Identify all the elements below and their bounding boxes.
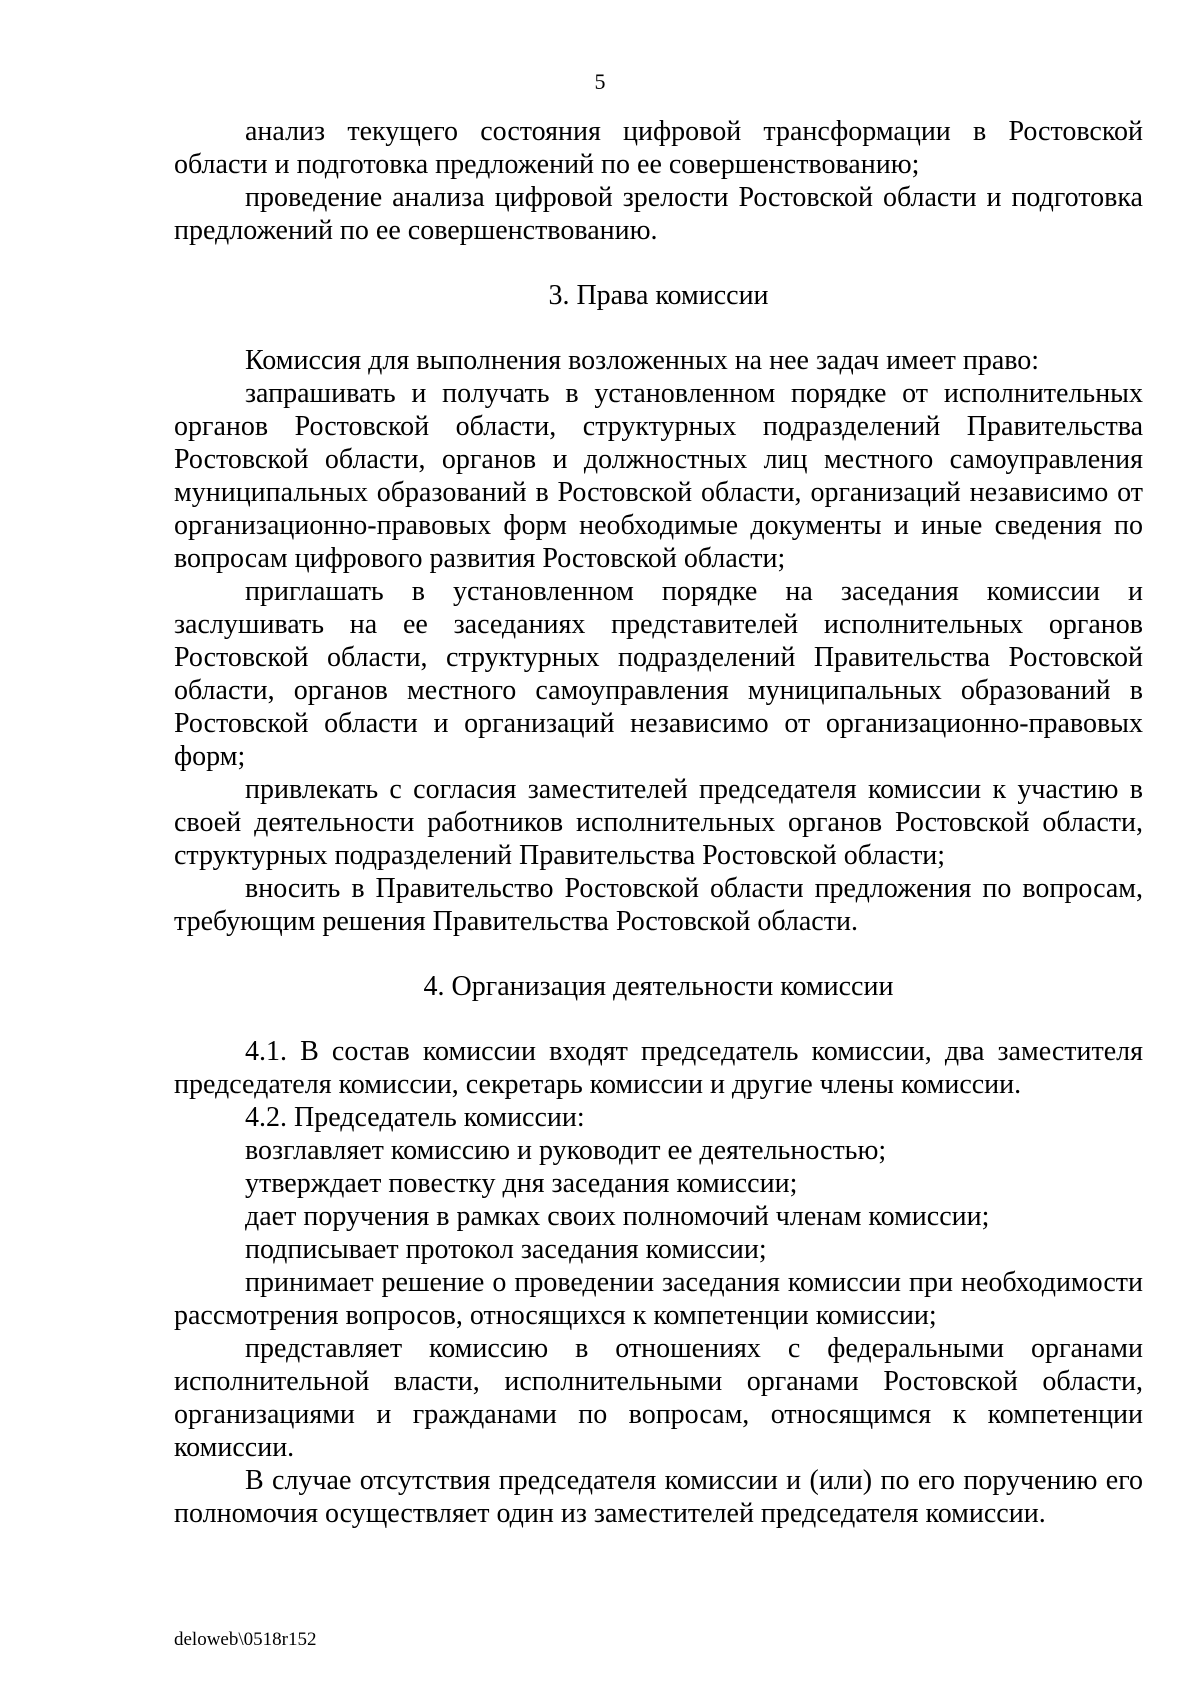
- paragraph: подписывает протокол заседания комиссии;: [245, 1234, 767, 1265]
- paragraph: дает поручения в рамках своих полномочий членам комиссии;: [245, 1201, 990, 1232]
- section-4-heading: 4. Организация деятельности комиссии: [423, 971, 894, 1002]
- paragraph: В случае отсутствия председателя комиссии и (или) по его поручению его полномочия осуществляет один из заместителей председателя комиссии.: [174, 1465, 1143, 1529]
- document-footer-id: deloweb\0518r152: [174, 1629, 317, 1650]
- paragraph: анализ текущего состояния цифровой трансформации в Ростовской области и подготовка предложений по ее совершенствованию;: [174, 116, 1143, 180]
- paragraph: возглавляет комиссию и руководит ее деятельностью;: [245, 1135, 887, 1166]
- paragraph: утверждает повестку дня заседания комиссии;: [245, 1168, 798, 1199]
- paragraph: приглашать в установленном порядке на заседания комиссии и заслушивать на ее заседаниях представителей исполнительных органов Ростовской области, структурных подразделений Правительства Ростовской области, органов местного самоуправления муниципальных образований в Ростовской области и организаций независимо от организационно-правовых форм;: [174, 576, 1143, 772]
- paragraph: 4.1. В состав комиссии входят председатель комиссии, два заместителя председателя комиссии, секретарь комиссии и другие члены комиссии.: [174, 1036, 1143, 1100]
- paragraph: принимает решение о проведении заседания комиссии при необходимости рассмотрения вопросов, относящихся к компетенции комиссии;: [174, 1267, 1143, 1331]
- paragraph: проведение анализа цифровой зрелости Ростовской области и подготовка предложений по ее совершенствованию.: [174, 182, 1143, 246]
- document-body: [174, 115, 1143, 1530]
- paragraph: 4.2. Председатель комиссии:: [245, 1102, 585, 1133]
- paragraph: вносить в Правительство Ростовской области предложения по вопросам, требующим решения Правительства Ростовской области.: [174, 873, 1143, 937]
- paragraph: представляет комиссию в отношениях с федеральными органами исполнительной власти, исполнительными органами Ростовской области, организациями и гражданами по вопросам, относящимся к компетенции комиссии.: [174, 1333, 1143, 1463]
- section-3-heading: 3. Права комиссии: [548, 280, 769, 311]
- paragraph: запрашивать и получать в установленном порядке от исполнительных органов Ростовской области, структурных подразделений Правительства Ростовской области, органов и должностных лиц местного самоуправления муниципальных образований в Ростовской области, организаций независимо от организационно-правовых форм необходимые документы и иные сведения по вопросам цифрового развития Ростовской области;: [174, 378, 1143, 574]
- paragraph: Комиссия для выполнения возложенных на нее задач имеет право:: [245, 345, 1040, 376]
- page-number: 5: [594, 69, 606, 94]
- paragraph: привлекать с согласия заместителей председателя комиссии к участию в своей деятельности работников исполнительных органов Ростовской области, структурных подразделений Правительства Ростовской области;: [174, 774, 1143, 871]
